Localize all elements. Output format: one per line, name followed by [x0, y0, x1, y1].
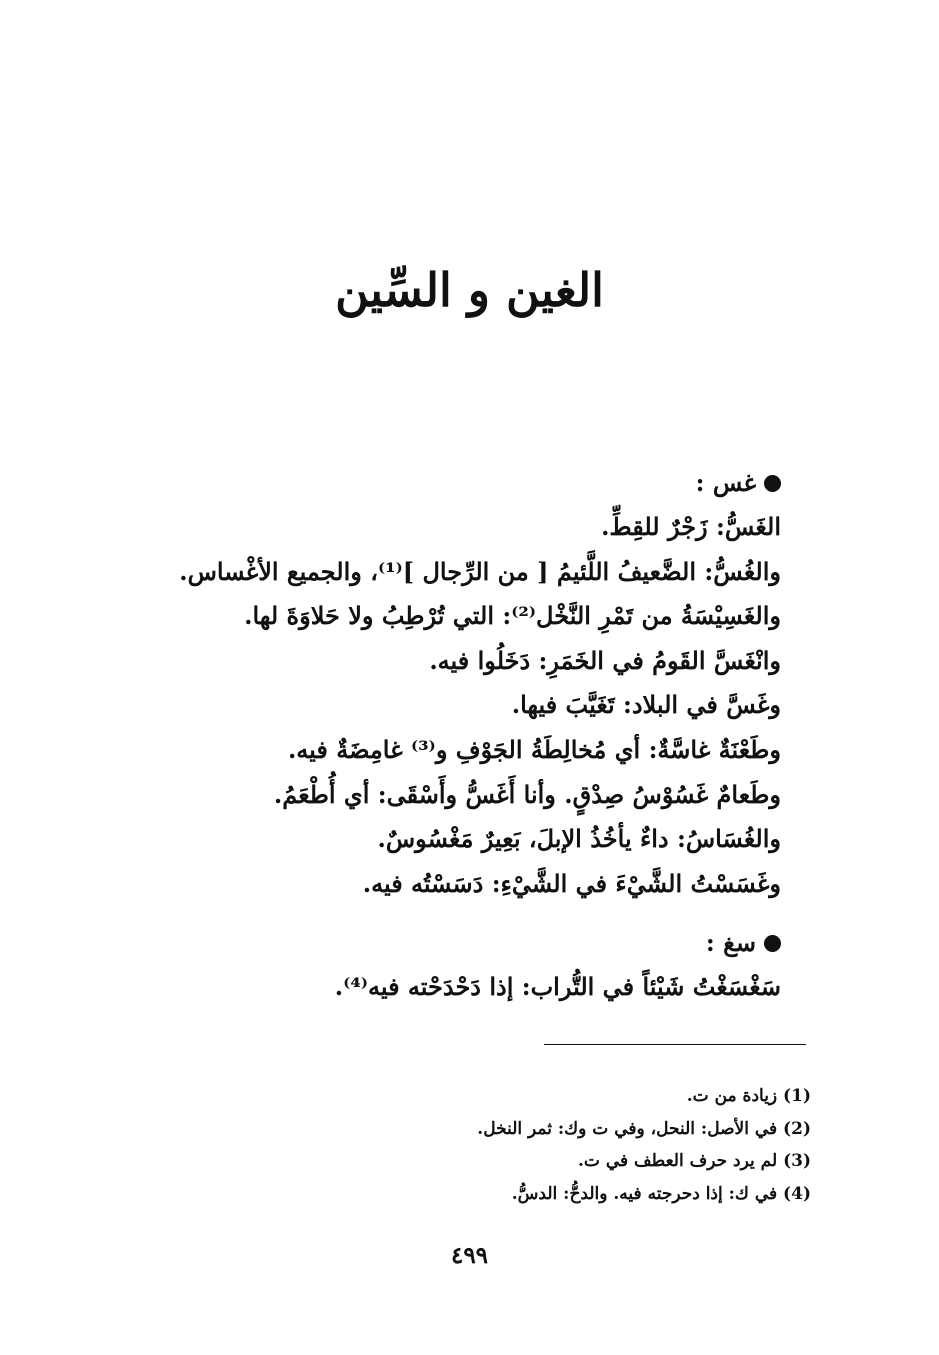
entry-line: وطَعْنَةٌ غاسَّةٌ: أي مُخالِطَةُ الجَوْفِ و⁽³⁾ غامِضَةٌ فيه.	[287, 734, 781, 764]
bullet-icon	[764, 935, 781, 952]
entry-line: والغَسِيْسَةُ من تَمْرِ النَّخْل⁽²⁾: التي تُرْطِبُ ولا حَلاوَةَ لها.	[244, 601, 781, 631]
footnote: (1) زيادة من ت.	[686, 1086, 811, 1106]
entry-heading	[141, 925, 781, 961]
entry-heading	[141, 465, 781, 501]
entry-line: وغَسَسْتُ الشَّيْءَ في الشَّيْءِ: دَسَسْتُه فيه.	[362, 868, 781, 898]
entry-line: الغَسُّ: زَجْرٌ للقِطِّ.	[601, 512, 781, 541]
bullet-icon	[764, 475, 781, 492]
footnote: (2) في الأصل: النحل، وفي ت وك: ثمر النخل.	[477, 1118, 811, 1139]
footnote-separator	[544, 1044, 806, 1045]
entry-line: والغُسُّ: الضَّعيفُ اللَّئيمُ [ من الرِّجال ]⁽¹⁾، والجميع الأغْساس.	[179, 556, 781, 586]
entry-ghs	[141, 465, 781, 906]
entry-line: والغُسَاسُ: داءٌ يأخُذُ الإبلَ، بَعِيرٌ مَغْسُوسٌ.	[377, 824, 781, 854]
entry-heading-label: سغ :	[705, 928, 756, 957]
footnote: (3) لم يرد حرف العطف في ت.	[578, 1151, 811, 1171]
entry-heading-label: غس :	[695, 468, 756, 497]
entry-line: سَغْسَغْتُ شَيْئاً في التُّراب: إذا دَحْدَحْته فيه⁽⁴⁾.	[334, 972, 781, 1001]
page-number: ٤٩٩	[450, 1242, 489, 1269]
footnotes	[171, 1080, 811, 1210]
footnote: (4) في ك: إذا دحرجته فيه. والدحُّ: الدسُّ.	[511, 1183, 811, 1204]
chapter-title: الغين و السِّين	[335, 263, 604, 317]
entry-line: وانْغَسَّ القَومُ في الخَمَرِ: دَخَلُوا فيه.	[429, 645, 781, 675]
entry-line: وطَعامٌ غَسُوْسُ صِدْقٍ. وأنا أَغَسُّ وأَسْقَى: أي أُطْعَمُ.	[273, 779, 781, 809]
entry-sgh	[141, 925, 781, 1010]
entry-line: وغَسَّ في البلاد: تَغَيَّبَ فيها.	[511, 690, 781, 720]
